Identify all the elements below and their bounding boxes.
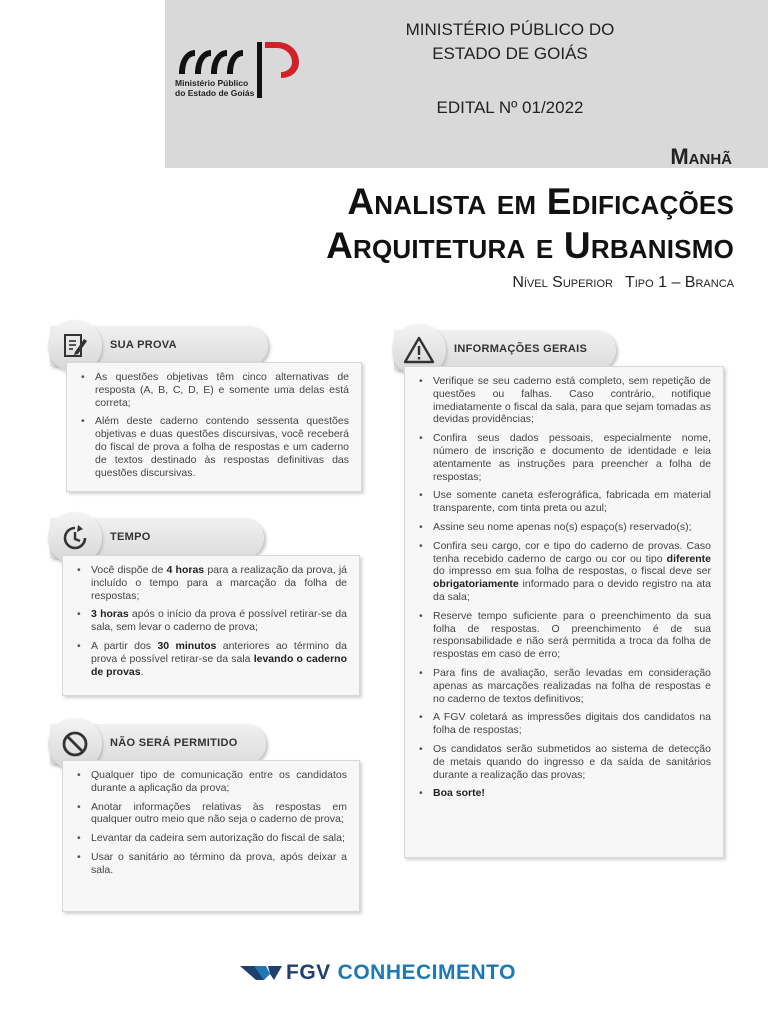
organization-name [380, 18, 640, 66]
tempo-header [50, 518, 264, 558]
exam-subtitle [512, 274, 734, 292]
conhecimento-text: CONHECIMENTO [337, 961, 516, 984]
fgv-text: FGV [286, 961, 331, 984]
exam-shift: Manhã [670, 144, 732, 169]
logo-line-2: do Estado de Goiás [175, 88, 255, 98]
item-text: para a realização da prova, já incluído o tempo para a marcação da folha de respostas; [91, 564, 347, 602]
item-text: informado para o devido registro na ata da sala; [433, 578, 711, 603]
emphasis-text: 3 horas [91, 608, 129, 621]
list-item: • Qualquer tipo de comunicação entre os candidatos durante a aplicação da prova; [73, 769, 347, 795]
list-item [415, 711, 711, 737]
list-item: • Além deste caderno contendo sessenta questões objetivas e duas questões discursivas, você receberá do fiscal de prova a folha de respostas e um caderno de textos destinado às respostas definitivas das questões discursivas. [77, 415, 349, 479]
sua-prova-list [77, 371, 349, 479]
tempo-list [73, 564, 347, 678]
item-text: Assine seu nome apenas no(s) espaço(s) reservado(s); [433, 520, 692, 533]
item-text: anteriores ao término da prova é possível retirar-se da sala [91, 639, 347, 665]
org-line-2: ESTADO DE GOIÁS [432, 44, 588, 63]
informacoes-gerais-label: INFORMAÇÕES GERAIS [454, 343, 588, 355]
emphasis-text: Boa sorte! [433, 787, 485, 800]
exam-type: Tipo 1 – Branca [624, 274, 734, 291]
item-text: Confira seu cargo, cor e tipo do caderno de provas. Caso tenha recebido caderno de cargo ou cor ou tipo [433, 539, 711, 565]
clock-icon [60, 523, 90, 553]
list-item [415, 375, 711, 426]
list-item: • As questões objetivas têm cinco alternativas de resposta (A, B, C, D, E) e somente uma delas está correta; [77, 371, 349, 409]
item-text: A partir dos [91, 639, 158, 652]
list-item [415, 432, 711, 483]
emphasis-text: 4 horas [166, 564, 205, 576]
sua-prova-header [50, 326, 268, 366]
edital-number: EDITAL Nº 01/2022 [436, 98, 584, 117]
list-item [415, 610, 711, 661]
list-item [415, 667, 711, 705]
item-text: Para fins de avaliação, serão levadas em consideração apenas as marcações realizadas na folha de respostas e no caderno de textos definitivos; [433, 666, 711, 705]
list-item [415, 540, 711, 604]
emphasis-text: obrigatoriamente [433, 578, 519, 591]
item-text: Confira seus dados pessoais, especialmente nome, número de inscrição e documento de identidade e leia atentamente as instruções para preencher a folha de respostas; [433, 432, 711, 483]
informacoes-gerais-header [394, 330, 616, 370]
exam-level: Nível Superior [512, 274, 613, 291]
informacoes-gerais-list [415, 375, 711, 800]
emphasis-text: levando o caderno de provas [91, 652, 347, 678]
sua-prova-label: SUA PROVA [110, 339, 177, 351]
tempo-body [62, 555, 360, 696]
list-item: • Usar o sanitário ao término da prova, após deixar a sala. [73, 851, 347, 877]
logo-line-1: Ministério Público [175, 78, 249, 88]
nao-permitido-header [50, 724, 266, 764]
list-item: • Anotar informações relativas às respostas em qualquer outro meio que não seja o caderno de prova; [73, 801, 347, 827]
item-text: do impresso em sua folha de respostas, o fiscal deve ser [433, 565, 711, 578]
emphasis-text: 30 minutos [157, 639, 217, 652]
fgv-mark-icon [240, 962, 284, 984]
item-text: Use somente caneta esferográfica, fabricada em material transparente, com tinta preta ou azul; [433, 489, 711, 515]
informacoes-gerais-body [404, 366, 724, 858]
exam-document-icon [61, 332, 89, 360]
fgv-conhecimento-logo [240, 958, 516, 988]
item-text: Os candidatos serão submetidos ao sistema de detecção de metais quando do ingresso e da saída de sanitários durante a realização das provas; [433, 742, 711, 781]
logo-caption [175, 78, 254, 98]
list-item [73, 564, 347, 602]
list-item [73, 640, 347, 678]
list-item [415, 743, 711, 781]
list-item [73, 608, 347, 634]
emphasis-text: diferente [666, 552, 711, 565]
exam-title [326, 180, 734, 268]
sua-prova-body [66, 362, 362, 492]
nao-permitido-list [73, 769, 347, 877]
title-line-2: Arquitetura e Urbanismo [326, 225, 734, 266]
list-item: • Levantar da cadeira sem autorização do fiscal de sala; [73, 832, 347, 845]
warning-triangle-icon [403, 335, 435, 365]
item-text: Você dispõe de [91, 564, 167, 576]
org-line-1: MINISTÉRIO PÚBLICO DO [405, 20, 615, 39]
item-text: após o início da prova é possível retirar-se da sala, sem levar o caderno de prova; [91, 608, 347, 634]
list-item [415, 521, 711, 534]
title-line-1: Analista em Edificações [347, 181, 734, 222]
item-text: . [140, 665, 144, 678]
item-text: A FGV coletará as impressões digitais dos candidatos na folha de respostas; [433, 711, 711, 737]
tempo-label: TEMPO [110, 531, 151, 543]
item-text: Verifique se seu caderno está completo, sem repetição de questões ou falhas. Caso contrário, notifique imediatamente o fiscal da sala, para que sejam tomadas as devidas providências; [433, 375, 711, 426]
nao-permitido-body [62, 760, 360, 912]
list-item [415, 787, 711, 800]
nao-permitido-label: NÃO SERÁ PERMITIDO [110, 737, 238, 749]
prohibited-icon [60, 729, 90, 759]
list-item [415, 489, 711, 515]
item-text: Reserve tempo suficiente para o preenchimento da sua folha de respostas. O preenchimento é de sua responsabilidade e não será permitida a troca da folha de respostas em caso de erro; [433, 609, 711, 661]
